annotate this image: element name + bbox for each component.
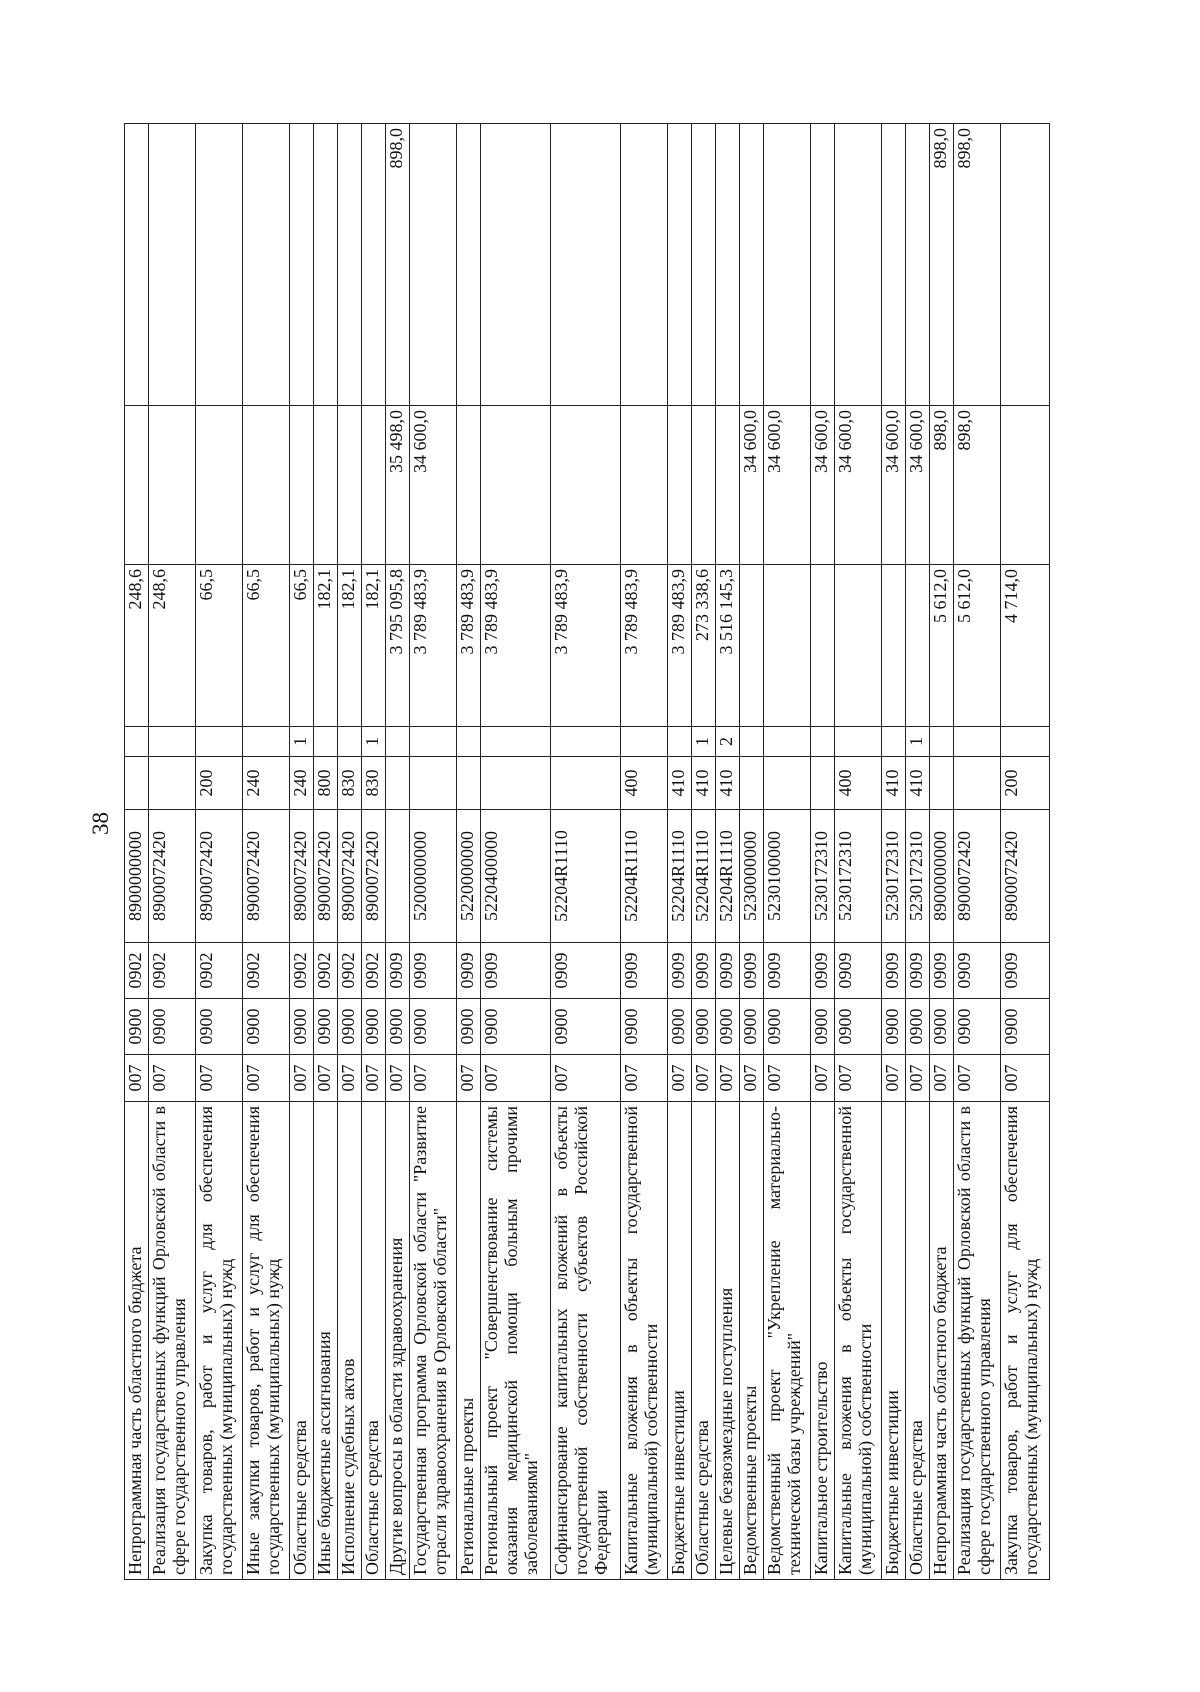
amount-2026: 898,0 <box>954 406 1001 565</box>
amount-2026: 34 600,0 <box>410 406 457 565</box>
ministry-code: 007 <box>125 1055 149 1102</box>
target-article-code: 52204R1110 <box>716 810 740 943</box>
amount-2027 <box>196 124 243 406</box>
funding-source-mark <box>740 727 764 757</box>
ministry-code: 007 <box>764 1055 811 1102</box>
funding-source-mark <box>954 727 1001 757</box>
expense-type-code <box>149 757 196 810</box>
budget-table <box>124 123 1050 1580</box>
target-article-code: 8900072420 <box>338 810 362 943</box>
amount-2026 <box>1001 406 1050 565</box>
expense-type-code: 410 <box>668 757 692 810</box>
section-code: 0900 <box>457 999 481 1055</box>
ministry-code: 007 <box>716 1055 740 1102</box>
table-row <box>811 124 835 1580</box>
expense-type-code <box>930 757 954 810</box>
subsection-code: 0902 <box>338 943 362 999</box>
amount-2027 <box>740 124 764 406</box>
section-code: 0900 <box>314 999 338 1055</box>
ministry-code: 007 <box>362 1055 386 1102</box>
amount-2025: 3 795 095,8 <box>386 565 410 727</box>
amount-2026 <box>481 406 551 565</box>
expense-type-code: 200 <box>196 757 243 810</box>
amount-2025: 248,6 <box>149 565 196 727</box>
amount-2027 <box>551 124 621 406</box>
ministry-code: 007 <box>338 1055 362 1102</box>
page-number: 38 <box>88 812 113 835</box>
expense-type-code: 830 <box>362 757 386 810</box>
subsection-code: 0909 <box>457 943 481 999</box>
target-article-code: 5230000000 <box>740 810 764 943</box>
row-description: Областные средства <box>290 1102 314 1580</box>
subsection-code: 0909 <box>764 943 811 999</box>
funding-source-mark <box>882 727 906 757</box>
amount-2025: 273 338,6 <box>692 565 716 727</box>
amount-2027: 898,0 <box>386 124 410 406</box>
funding-source-mark: 2 <box>716 727 740 757</box>
amount-2027: 898,0 <box>954 124 1001 406</box>
expense-type-code: 410 <box>716 757 740 810</box>
section-code: 0900 <box>243 999 290 1055</box>
funding-source-mark <box>764 727 811 757</box>
amount-2025 <box>835 565 882 727</box>
row-description: Капитальные вложения в объекты государственной (муниципальной) собственности <box>835 1102 882 1580</box>
target-article-code: 52204R1110 <box>551 810 621 943</box>
table-row <box>362 124 386 1580</box>
row-description: Бюджетные инвестиции <box>882 1102 906 1580</box>
amount-2027 <box>362 124 386 406</box>
amount-2027 <box>149 124 196 406</box>
amount-2025: 66,5 <box>290 565 314 727</box>
table-row <box>930 124 954 1580</box>
ministry-code: 007 <box>457 1055 481 1102</box>
amount-2027 <box>290 124 314 406</box>
subsection-code: 0909 <box>668 943 692 999</box>
table-row <box>551 124 621 1580</box>
funding-source-mark <box>149 727 196 757</box>
amount-2026: 34 600,0 <box>811 406 835 565</box>
target-article-code <box>386 810 410 943</box>
amount-2025: 3 516 145,3 <box>716 565 740 727</box>
subsection-code: 0902 <box>314 943 338 999</box>
table-row <box>410 124 457 1580</box>
subsection-code: 0902 <box>362 943 386 999</box>
amount-2025 <box>811 565 835 727</box>
amount-2026: 34 600,0 <box>882 406 906 565</box>
subsection-code: 0909 <box>551 943 621 999</box>
amount-2026: 34 600,0 <box>835 406 882 565</box>
table-row <box>314 124 338 1580</box>
table-row <box>716 124 740 1580</box>
row-description: Областные средства <box>906 1102 930 1580</box>
amount-2026 <box>457 406 481 565</box>
ministry-code: 007 <box>243 1055 290 1102</box>
expense-type-code <box>125 757 149 810</box>
table-row <box>290 124 314 1580</box>
amount-2027 <box>882 124 906 406</box>
amount-2026 <box>314 406 338 565</box>
section-code: 0900 <box>196 999 243 1055</box>
target-article-code: 5220400000 <box>481 810 551 943</box>
row-description: Другие вопросы в области здравоохранения <box>386 1102 410 1580</box>
budget-table-body <box>125 124 1050 1580</box>
amount-2026: 35 498,0 <box>386 406 410 565</box>
expense-type-code <box>481 757 551 810</box>
funding-source-mark <box>314 727 338 757</box>
amount-2025 <box>764 565 811 727</box>
amount-2027 <box>692 124 716 406</box>
row-description: Закупка товаров, работ и услуг для обеспечения государственных (муниципальных) нужд <box>1001 1102 1050 1580</box>
target-article-code: 8900072420 <box>362 810 386 943</box>
table-row <box>621 124 668 1580</box>
section-code: 0900 <box>740 999 764 1055</box>
target-article-code: 8900072420 <box>149 810 196 943</box>
amount-2025: 66,5 <box>243 565 290 727</box>
ministry-code: 007 <box>551 1055 621 1102</box>
ministry-code: 007 <box>811 1055 835 1102</box>
section-code: 0900 <box>386 999 410 1055</box>
section-code: 0900 <box>481 999 551 1055</box>
funding-source-mark: 1 <box>906 727 930 757</box>
subsection-code: 0909 <box>835 943 882 999</box>
funding-source-mark: 1 <box>362 727 386 757</box>
target-article-code: 8900072420 <box>1001 810 1050 943</box>
ministry-code: 007 <box>621 1055 668 1102</box>
target-article-code: 8900072420 <box>243 810 290 943</box>
amount-2027: 898,0 <box>930 124 954 406</box>
section-code: 0900 <box>551 999 621 1055</box>
target-article-code: 8900000000 <box>930 810 954 943</box>
table-row <box>457 124 481 1580</box>
subsection-code: 0909 <box>1001 943 1050 999</box>
amount-2026: 898,0 <box>930 406 954 565</box>
row-description: Целевые безвозмездные поступления <box>716 1102 740 1580</box>
ministry-code: 007 <box>386 1055 410 1102</box>
section-code: 0900 <box>410 999 457 1055</box>
amount-2025: 248,6 <box>125 565 149 727</box>
row-description: Капитальное строительство <box>811 1102 835 1580</box>
amount-2025: 3 789 483,9 <box>481 565 551 727</box>
funding-source-mark <box>457 727 481 757</box>
amount-2025: 3 789 483,9 <box>457 565 481 727</box>
row-description: Непрограммная часть областного бюджета <box>930 1102 954 1580</box>
amount-2027 <box>906 124 930 406</box>
expense-type-code <box>457 757 481 810</box>
section-code: 0900 <box>362 999 386 1055</box>
target-article-code: 5230100000 <box>764 810 811 943</box>
table-row <box>338 124 362 1580</box>
funding-source-mark <box>835 727 882 757</box>
ministry-code: 007 <box>740 1055 764 1102</box>
table-row <box>906 124 930 1580</box>
section-code: 0900 <box>149 999 196 1055</box>
amount-2026: 34 600,0 <box>740 406 764 565</box>
target-article-code: 8900000000 <box>125 810 149 943</box>
expense-type-code: 200 <box>1001 757 1050 810</box>
section-code: 0900 <box>290 999 314 1055</box>
subsection-code: 0902 <box>125 943 149 999</box>
amount-2025: 3 789 483,9 <box>668 565 692 727</box>
subsection-code: 0909 <box>621 943 668 999</box>
amount-2026 <box>551 406 621 565</box>
amount-2025: 182,1 <box>338 565 362 727</box>
row-description: Ведомственный проект "Укрепление материально-технической базы учреждений" <box>764 1102 811 1580</box>
ministry-code: 007 <box>410 1055 457 1102</box>
target-article-code: 5230172310 <box>811 810 835 943</box>
amount-2027 <box>243 124 290 406</box>
subsection-code: 0909 <box>740 943 764 999</box>
expense-type-code: 410 <box>692 757 716 810</box>
amount-2025: 3 789 483,9 <box>621 565 668 727</box>
amount-2026 <box>716 406 740 565</box>
target-article-code: 8900072420 <box>954 810 1001 943</box>
amount-2027 <box>811 124 835 406</box>
amount-2026 <box>692 406 716 565</box>
amount-2027 <box>314 124 338 406</box>
table-row <box>740 124 764 1580</box>
amount-2026 <box>338 406 362 565</box>
expense-type-code: 830 <box>338 757 362 810</box>
expense-type-code: 410 <box>906 757 930 810</box>
row-description: Государственная программа Орловской области "Развитие отрасли здравоохранения в Орловской области" <box>410 1102 457 1580</box>
target-article-code: 8900072420 <box>290 810 314 943</box>
expense-type-code <box>410 757 457 810</box>
amount-2025: 182,1 <box>362 565 386 727</box>
section-code: 0900 <box>882 999 906 1055</box>
amount-2026 <box>290 406 314 565</box>
expense-type-code: 410 <box>882 757 906 810</box>
amount-2027 <box>338 124 362 406</box>
funding-source-mark <box>196 727 243 757</box>
section-code: 0900 <box>125 999 149 1055</box>
expense-type-code: 400 <box>835 757 882 810</box>
row-description: Бюджетные инвестиции <box>668 1102 692 1580</box>
section-code: 0900 <box>1001 999 1050 1055</box>
funding-source-mark: 1 <box>290 727 314 757</box>
row-description: Софинансирование капитальных вложений в объекты государственной собственности субъектов Российской Федерации <box>551 1102 621 1580</box>
row-description: Закупка товаров, работ и услуг для обеспечения государственных (муниципальных) нужд <box>196 1102 243 1580</box>
amount-2026: 34 600,0 <box>764 406 811 565</box>
ministry-code: 007 <box>668 1055 692 1102</box>
target-article-code: 5220000000 <box>457 810 481 943</box>
ministry-code: 007 <box>835 1055 882 1102</box>
table-row <box>954 124 1001 1580</box>
funding-source-mark <box>811 727 835 757</box>
subsection-code: 0909 <box>481 943 551 999</box>
funding-source-mark <box>668 727 692 757</box>
row-description: Областные средства <box>362 1102 386 1580</box>
expense-type-code <box>764 757 811 810</box>
amount-2026 <box>243 406 290 565</box>
section-code: 0900 <box>692 999 716 1055</box>
row-description: Реализация государственных функций Орловской области в сфере государственного управления <box>954 1102 1001 1580</box>
subsection-code: 0909 <box>906 943 930 999</box>
ministry-code: 007 <box>149 1055 196 1102</box>
table-row <box>149 124 196 1580</box>
ministry-code: 007 <box>1001 1055 1050 1102</box>
amount-2027 <box>481 124 551 406</box>
amount-2026 <box>149 406 196 565</box>
section-code: 0900 <box>621 999 668 1055</box>
expense-type-code: 240 <box>243 757 290 810</box>
amount-2027 <box>410 124 457 406</box>
ministry-code: 007 <box>930 1055 954 1102</box>
subsection-code: 0909 <box>882 943 906 999</box>
funding-source-mark <box>621 727 668 757</box>
amount-2027 <box>764 124 811 406</box>
table-row <box>882 124 906 1580</box>
funding-source-mark: 1 <box>692 727 716 757</box>
amount-2027 <box>1001 124 1050 406</box>
section-code: 0900 <box>954 999 1001 1055</box>
subsection-code: 0902 <box>149 943 196 999</box>
row-description: Реализация государственных функций Орловской области в сфере государственного управления <box>149 1102 196 1580</box>
ministry-code: 007 <box>906 1055 930 1102</box>
amount-2025 <box>882 565 906 727</box>
section-code: 0900 <box>906 999 930 1055</box>
expense-type-code <box>551 757 621 810</box>
amount-2025: 3 789 483,9 <box>551 565 621 727</box>
amount-2026 <box>196 406 243 565</box>
target-article-code: 52204R1110 <box>692 810 716 943</box>
section-code: 0900 <box>338 999 362 1055</box>
amount-2027 <box>125 124 149 406</box>
target-article-code: 8900072420 <box>314 810 338 943</box>
ministry-code: 007 <box>290 1055 314 1102</box>
ministry-code: 007 <box>196 1055 243 1102</box>
row-description: Непрограммная часть областного бюджета <box>125 1102 149 1580</box>
subsection-code: 0909 <box>692 943 716 999</box>
subsection-code: 0909 <box>716 943 740 999</box>
rotated-page-content <box>124 124 1042 1580</box>
amount-2027 <box>621 124 668 406</box>
amount-2026 <box>125 406 149 565</box>
subsection-code: 0909 <box>410 943 457 999</box>
amount-2025 <box>740 565 764 727</box>
amount-2025: 182,1 <box>314 565 338 727</box>
amount-2025: 4 714,0 <box>1001 565 1050 727</box>
ministry-code: 007 <box>692 1055 716 1102</box>
section-code: 0900 <box>764 999 811 1055</box>
row-description: Региональные проекты <box>457 1102 481 1580</box>
table-row <box>386 124 410 1580</box>
funding-source-mark <box>481 727 551 757</box>
subsection-code: 0909 <box>930 943 954 999</box>
amount-2025: 5 612,0 <box>930 565 954 727</box>
funding-source-mark <box>125 727 149 757</box>
expense-type-code <box>740 757 764 810</box>
target-article-code: 5230172310 <box>882 810 906 943</box>
table-row <box>668 124 692 1580</box>
funding-source-mark <box>338 727 362 757</box>
funding-source-mark <box>410 727 457 757</box>
subsection-code: 0909 <box>811 943 835 999</box>
funding-source-mark <box>930 727 954 757</box>
section-code: 0900 <box>716 999 740 1055</box>
target-article-code: 5200000000 <box>410 810 457 943</box>
subsection-code: 0902 <box>243 943 290 999</box>
row-description: Областные средства <box>692 1102 716 1580</box>
funding-source-mark <box>386 727 410 757</box>
table-row <box>196 124 243 1580</box>
amount-2026 <box>621 406 668 565</box>
amount-2027 <box>835 124 882 406</box>
target-article-code: 5230172310 <box>906 810 930 943</box>
subsection-code: 0902 <box>196 943 243 999</box>
subsection-code: 0909 <box>386 943 410 999</box>
row-description: Иные закупки товаров, работ и услуг для обеспечения государственных (муниципальных) нужд <box>243 1102 290 1580</box>
target-article-code: 52204R1110 <box>668 810 692 943</box>
ministry-code: 007 <box>882 1055 906 1102</box>
amount-2025: 3 789 483,9 <box>410 565 457 727</box>
section-code: 0900 <box>930 999 954 1055</box>
funding-source-mark <box>243 727 290 757</box>
section-code: 0900 <box>835 999 882 1055</box>
row-description: Иные бюджетные ассигнования <box>314 1102 338 1580</box>
table-row <box>1001 124 1050 1580</box>
expense-type-code: 800 <box>314 757 338 810</box>
section-code: 0900 <box>811 999 835 1055</box>
table-row <box>481 124 551 1580</box>
amount-2025: 66,5 <box>196 565 243 727</box>
row-description: Ведомственные проекты <box>740 1102 764 1580</box>
table-row <box>835 124 882 1580</box>
table-row <box>764 124 811 1580</box>
row-description: Региональный проект "Совершенствование системы оказания медицинской помощи больным прочими заболеваниями" <box>481 1102 551 1580</box>
amount-2025: 5 612,0 <box>954 565 1001 727</box>
table-row <box>692 124 716 1580</box>
ministry-code: 007 <box>954 1055 1001 1102</box>
target-article-code: 52204R1110 <box>621 810 668 943</box>
amount-2025 <box>906 565 930 727</box>
expense-type-code: 400 <box>621 757 668 810</box>
expense-type-code <box>954 757 1001 810</box>
funding-source-mark <box>551 727 621 757</box>
table-row <box>125 124 149 1580</box>
amount-2027 <box>457 124 481 406</box>
subsection-code: 0909 <box>954 943 1001 999</box>
ministry-code: 007 <box>481 1055 551 1102</box>
amount-2027 <box>668 124 692 406</box>
table-row <box>243 124 290 1580</box>
row-description: Капитальные вложения в объекты государственной (муниципальной) собственности <box>621 1102 668 1580</box>
target-article-code: 8900072420 <box>196 810 243 943</box>
amount-2026: 34 600,0 <box>906 406 930 565</box>
row-description: Исполнение судебных актов <box>338 1102 362 1580</box>
amount-2026 <box>362 406 386 565</box>
funding-source-mark <box>1001 727 1050 757</box>
amount-2027 <box>716 124 740 406</box>
expense-type-code <box>386 757 410 810</box>
expense-type-code: 240 <box>290 757 314 810</box>
target-article-code: 5230172310 <box>835 810 882 943</box>
amount-2026 <box>668 406 692 565</box>
subsection-code: 0902 <box>290 943 314 999</box>
expense-type-code <box>811 757 835 810</box>
section-code: 0900 <box>668 999 692 1055</box>
ministry-code: 007 <box>314 1055 338 1102</box>
